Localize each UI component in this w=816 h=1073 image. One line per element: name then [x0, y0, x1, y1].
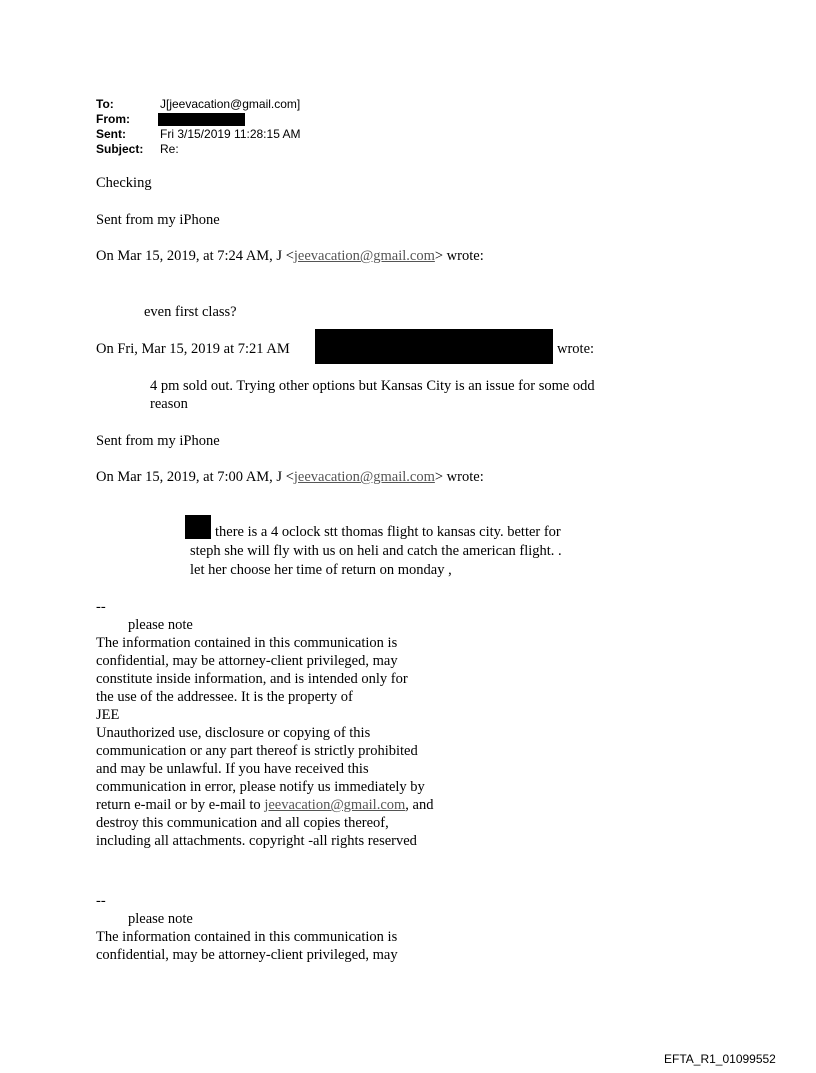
disclaimer-1-line-12: including all attachments. copyright -all rights reserved — [96, 833, 417, 849]
sold-out-line-1: 4 pm sold out. Trying other options but Kansas City is an issue for some odd — [150, 378, 595, 394]
disclaimer-1-line-9: communication in error, please notify us immediately by — [96, 779, 425, 795]
to-label: To: — [96, 97, 114, 111]
disclaimer-1-line-1: The information contained in this communication is — [96, 635, 398, 651]
quote-header-2-prefix: On Fri, Mar 15, 2019 at 7:21 AM — [96, 341, 290, 357]
disclaimer-1-line-3: constitute inside information, and is intended only for — [96, 671, 408, 687]
quote-header-3-email-link[interactable]: jeevacation@gmail.com — [293, 469, 435, 485]
sent-from-iphone-2: Sent from my iPhone — [96, 433, 220, 449]
redaction-from — [158, 113, 245, 126]
to-value: J[jeevacation@gmail.com] — [160, 97, 301, 111]
please-note-2: please note — [128, 911, 193, 927]
flight-line-1: there is a 4 oclock stt thomas flight to kansas city. better for — [215, 524, 561, 540]
disclaimer-1-line-11: destroy this communication and all copies thereof, — [96, 815, 389, 831]
quote-header-3 — [96, 468, 484, 486]
disclaimer-1-line-4: the use of the addressee. It is the property of — [96, 689, 353, 705]
disclaimer-1-line-7: communication or any part thereof is strictly prohibited — [96, 743, 418, 759]
sent-from-iphone-1: Sent from my iPhone — [96, 212, 220, 228]
disclaimer-1-line-5: JEE — [96, 707, 120, 723]
body-checking: Checking — [96, 175, 152, 191]
disclaimer-1-line-10 — [96, 796, 433, 814]
redaction-recipient — [185, 515, 211, 539]
quote-header-3-suffix: > wrote: — [434, 469, 484, 485]
redaction-sender — [315, 329, 553, 364]
quote-header-2-suffix: wrote: — [557, 341, 595, 357]
sent-value: Fri 3/15/2019 11:28:15 AM — [160, 127, 301, 141]
disclaimer-1-return-suffix: , and — [405, 797, 434, 813]
disclaimer-2-line-1: The information contained in this communication is — [96, 929, 398, 945]
sold-out-line-2: reason — [150, 396, 188, 412]
flight-line-3: let her choose her time of return on monday , — [190, 562, 452, 578]
quote-header-1-suffix: > wrote: — [434, 248, 484, 264]
quote-header-1-email-link[interactable]: jeevacation@gmail.com — [293, 248, 435, 264]
flight-line-2: steph she will fly with us on heli and catch the american flight. . — [190, 543, 562, 559]
signature-dashes-2: -- — [96, 893, 106, 909]
please-note-1: please note — [128, 617, 193, 633]
quote-header-3-prefix: On Mar 15, 2019, at 7:00 AM, J < — [96, 469, 294, 485]
subject-value: Re: — [160, 142, 179, 156]
disclaimer-1-line-8: and may be unlawful. If you have received this — [96, 761, 369, 777]
from-label: From: — [96, 112, 130, 126]
disclaimer-1-line-2: confidential, may be attorney-client privileged, may — [96, 653, 398, 669]
signature-dashes-1: -- — [96, 599, 106, 615]
disclaimer-1-return-prefix: return e-mail or by e-mail to — [96, 797, 265, 813]
quote-header-1 — [96, 247, 484, 265]
document-id: EFTA_R1_01099552 — [664, 1052, 776, 1066]
first-class-question: even first class? — [144, 304, 237, 320]
disclaimer-1-line-6: Unauthorized use, disclosure or copying of this — [96, 725, 371, 741]
subject-label: Subject: — [96, 142, 144, 156]
quote-header-1-prefix: On Mar 15, 2019, at 7:24 AM, J < — [96, 248, 294, 264]
disclaimer-1-email-link[interactable]: jeevacation@gmail.com — [264, 797, 406, 813]
sent-label: Sent: — [96, 127, 126, 141]
disclaimer-2-line-2: confidential, may be attorney-client privileged, may — [96, 947, 398, 963]
